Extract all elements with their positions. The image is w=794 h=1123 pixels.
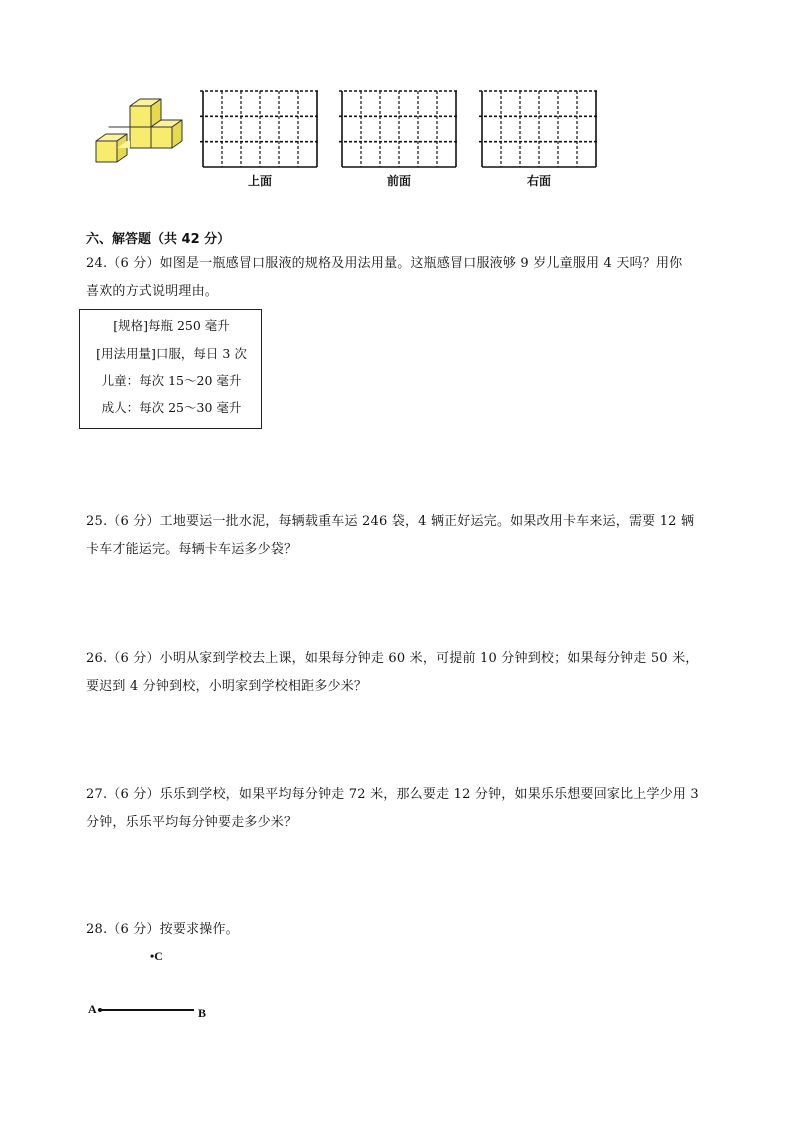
- spec-line-adult-dose: 成人：每次 25～30 毫升: [101, 400, 242, 415]
- grid-front-view: [339, 88, 459, 170]
- grid-lines: [200, 91, 320, 167]
- question-27-line-2: 分钟，乐乐平均每分钟要走多少米？: [86, 815, 298, 830]
- spec-line-specification: [规格]每瓶 250 毫升: [113, 318, 230, 333]
- grid-top-view: [200, 88, 320, 170]
- point-a-label: A: [88, 1002, 97, 1016]
- question-25-line-2: 卡车才能运完。每辆卡车运多少袋？: [86, 542, 298, 557]
- question-24-line-2: 喜欢的方式说明理由。: [86, 284, 219, 299]
- question-25-line-1: 25.（6 分）工地要运一批水泥，每辆载重车运 246 袋，4 辆正好运完。如果改用卡车来运，需要 12 辆: [86, 514, 695, 529]
- question-27-line-1: 27.（6 分）乐乐到学校，如果平均每分钟走 72 米，那么要走 12 分钟，如果乐乐想要回家比上学少用 3: [86, 787, 699, 802]
- cube-figure: [92, 96, 192, 176]
- label-right-view: 右面: [526, 174, 551, 188]
- label-top-view: 上面: [247, 174, 272, 188]
- grid-lines: [479, 91, 599, 167]
- spec-line-child-dose: 儿童：每次 15～20 毫升: [101, 373, 242, 388]
- section-title: 六、解答题（共 42 分）: [86, 232, 231, 247]
- question-26-line-1: 26.（6 分）小明从家到学校去上课，如果每分钟走 60 米，可提前 10 分钟到校；如果每分钟走 50 米，: [86, 651, 699, 666]
- grid-right-view: [479, 88, 599, 170]
- spec-line-usage: [用法用量]口服，每日 3 次: [96, 346, 247, 361]
- grid-lines: [339, 91, 459, 167]
- question-26-line-2: 要迟到 4 分钟到校，小明家到学校相距多少米？: [86, 679, 368, 694]
- question-28-line-1: 28.（6 分）按要求操作。: [86, 922, 239, 937]
- question-24-line-1: 24.（6 分）如图是一瓶感冒口服液的规格及用法用量。这瓶感冒口服液够 9 岁儿童服用 4 天吗？用你: [86, 256, 683, 271]
- point-b-label: B: [198, 1006, 207, 1020]
- label-front-view: 前面: [386, 174, 411, 188]
- spec-box: [79, 309, 262, 429]
- segment-ab: [97, 1006, 197, 1014]
- point-c-label: •C: [150, 949, 163, 963]
